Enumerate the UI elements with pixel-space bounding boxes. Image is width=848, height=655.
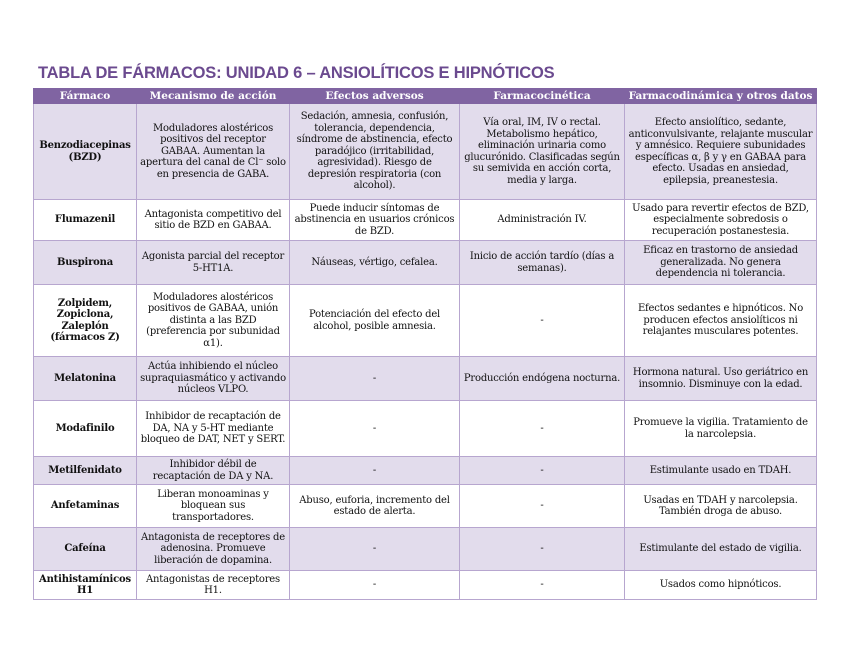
adverse-effects-cell: - [290,401,460,457]
adverse-effects-cell: - [290,457,460,485]
column-header: Efectos adversos [290,89,460,104]
pharmacodynamics-cell: Efectos sedantes e hipnóticos. No producen efectos ansiolíticos ni relajantes musculares potentes. [625,285,817,357]
drug-name-cell: Buspirona [34,241,137,285]
page-title: TABLA DE FÁRMACOS: UNIDAD 6 – ANSIOLÍTICOS E HIPNÓTICOS [38,64,555,82]
table-row [34,285,817,357]
pharmacodynamics-cell: Usado para revertir efectos de BZD, especialmente sobredosis o recuperación postanestesia. [625,200,817,241]
mechanism-cell: Inhibidor de recaptación de DA, NA y 5-HT mediante bloqueo de DAT, NET y SERT. [137,401,290,457]
pharmacodynamics-cell: Promueve la vigilia. Tratamiento de la narcolepsia. [625,401,817,457]
pharmacokinetics-cell: - [460,401,625,457]
drug-name-cell: Benzodiacepinas (BZD) [34,104,137,200]
adverse-effects-cell: Potenciación del efecto del alcohol, posible amnesia. [290,285,460,357]
pharmacodynamics-cell: Eficaz en trastorno de ansiedad generalizada. No genera dependencia ni tolerancia. [625,241,817,285]
pharmacokinetics-cell: Vía oral, IM, IV o rectal. Metabolismo hepático, eliminación urinaria como glucurónido. Clasificadas según su semivida en acción corta, media y larga. [460,104,625,200]
table-row [34,241,817,285]
pharmacodynamics-cell: Estimulante del estado de vigilia. [625,528,817,571]
drug-name-cell: Anfetaminas [34,485,137,528]
table-row [34,200,817,241]
adverse-effects-cell: Sedación, amnesia, confusión, tolerancia, dependencia, síndrome de abstinencia, efecto paradójico (irritabilidad, agresividad). Riesgo de depresión respiratoria (con alcohol). [290,104,460,200]
mechanism-cell: Antagonistas de receptores H1. [137,571,290,600]
adverse-effects-cell: Puede inducir síntomas de abstinencia en usuarios crónicos de BZD. [290,200,460,241]
pharmacokinetics-cell: - [460,571,625,600]
table-row [34,571,817,600]
drug-table [33,88,817,600]
column-header: Mecanismo de acción [137,89,290,104]
pharmacokinetics-cell: Producción endógena nocturna. [460,357,625,401]
mechanism-cell: Moduladores alostéricos positivos del receptor GABAA. Aumentan la apertura del canal de Cl⁻ solo en presencia de GABA. [137,104,290,200]
table-header-row [34,89,817,104]
mechanism-cell: Antagonista de receptores de adenosina. Promueve liberación de dopamina. [137,528,290,571]
column-header: Farmacodinámica y otros datos [625,89,817,104]
mechanism-cell: Liberan monoaminas y bloquean sus transportadores. [137,485,290,528]
table-row [34,457,817,485]
drug-name-cell: Flumazenil [34,200,137,241]
adverse-effects-cell: - [290,528,460,571]
pharmacodynamics-cell: Estimulante usado en TDAH. [625,457,817,485]
pharmacodynamics-cell: Usados como hipnóticos. [625,571,817,600]
pharmacodynamics-cell: Usadas en TDAH y narcolepsia. También droga de abuso. [625,485,817,528]
pharmacokinetics-cell: - [460,457,625,485]
table-row [34,401,817,457]
column-header: Farmacocinética [460,89,625,104]
column-header: Fármaco [34,89,137,104]
pharmacodynamics-cell: Hormona natural. Uso geriátrico en insomnio. Disminuye con la edad. [625,357,817,401]
table-row [34,357,817,401]
drug-name-cell: Cafeína [34,528,137,571]
mechanism-cell: Actúa inhibiendo el núcleo supraquiasmático y activando núcleos VLPO. [137,357,290,401]
pharmacokinetics-cell: Inicio de acción tardío (días a semanas). [460,241,625,285]
pharmacokinetics-cell: - [460,528,625,571]
mechanism-cell: Moduladores alostéricos positivos de GABAA, unión distinta a las BZD (preferencia por subunidad α1). [137,285,290,357]
drug-name-cell: Modafinilo [34,401,137,457]
table-row [34,528,817,571]
drug-name-cell: Melatonina [34,357,137,401]
drug-name-cell: Zolpidem, Zopiclona, Zaleplón (fármacos Z) [34,285,137,357]
drug-name-cell: Metilfenidato [34,457,137,485]
adverse-effects-cell: Náuseas, vértigo, cefalea. [290,241,460,285]
pharmacokinetics-cell: Administración IV. [460,200,625,241]
pharmacokinetics-cell: - [460,285,625,357]
drug-name-cell: Antihistamínicos H1 [34,571,137,600]
table-row [34,104,817,200]
adverse-effects-cell: - [290,571,460,600]
adverse-effects-cell: Abuso, euforia, incremento del estado de alerta. [290,485,460,528]
mechanism-cell: Antagonista competitivo del sitio de BZD en GABAA. [137,200,290,241]
pharmacokinetics-cell: - [460,485,625,528]
adverse-effects-cell: - [290,357,460,401]
pharmacodynamics-cell: Efecto ansiolítico, sedante, anticonvulsivante, relajante muscular y amnésico. Requiere subunidades específicas α, β y γ en GABAA para efecto. Usadas en ansiedad, epilepsia, preanestesia. [625,104,817,200]
mechanism-cell: Inhibidor débil de recaptación de DA y NA. [137,457,290,485]
mechanism-cell: Agonista parcial del receptor 5-HT1A. [137,241,290,285]
table-row [34,485,817,528]
